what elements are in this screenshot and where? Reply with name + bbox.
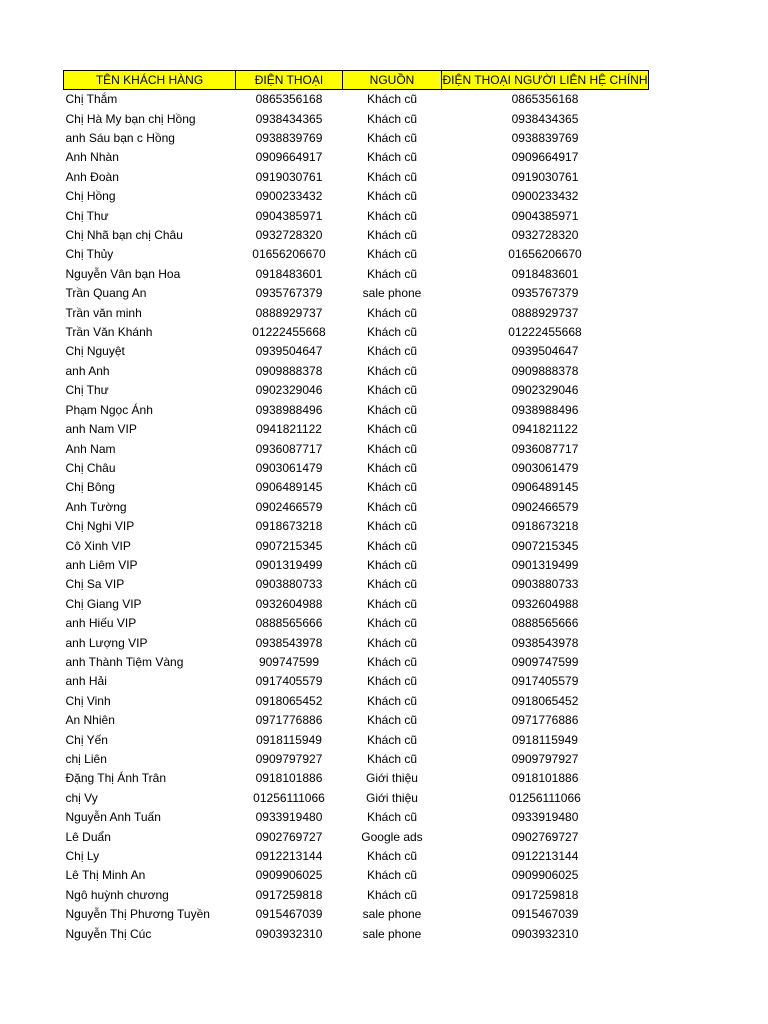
source-cell: Khách cũ bbox=[366, 887, 418, 902]
contact-phone-cell: 0912213144 bbox=[511, 849, 579, 864]
source-cell: sale phone bbox=[362, 286, 422, 301]
contact-phone-cell: 0902329046 bbox=[511, 383, 579, 398]
customer-name-cell: Chị Thắm bbox=[65, 92, 118, 107]
contact-phone-cell: 0900233432 bbox=[511, 189, 579, 204]
table-row bbox=[64, 303, 649, 322]
header-main-contact-phone: ĐIỆN THOẠI NGƯỜI LIÊN HỆ CHÍNH bbox=[442, 71, 649, 90]
source-cell: Khách cũ bbox=[366, 538, 418, 553]
source-cell: Khách cũ bbox=[366, 150, 418, 165]
customer-name-cell: Anh Nam bbox=[65, 441, 116, 456]
contact-phone-cell: 0865356168 bbox=[511, 92, 579, 107]
phone-cell: 0918483601 bbox=[255, 266, 323, 281]
source-cell: Khách cũ bbox=[366, 363, 418, 378]
table-row bbox=[64, 536, 649, 555]
source-cell: Khách cũ bbox=[366, 519, 418, 534]
contact-phone-cell: 0888565666 bbox=[511, 616, 579, 631]
contact-phone-cell: 0918483601 bbox=[511, 266, 579, 281]
contact-phone-cell: 0903061479 bbox=[511, 460, 579, 475]
table-row bbox=[64, 401, 649, 420]
source-cell: Khách cũ bbox=[366, 247, 418, 262]
customer-name-cell: anh Sáu bạn c Hồng bbox=[65, 131, 175, 146]
customer-name-cell: Phạm Ngọc Ánh bbox=[65, 402, 153, 417]
source-cell: Khách cũ bbox=[366, 441, 418, 456]
source-cell: Khách cũ bbox=[366, 305, 418, 320]
source-cell: Khách cũ bbox=[366, 674, 418, 689]
source-cell: Giới thiệu bbox=[366, 771, 418, 786]
customer-name-cell: Trần Quang An bbox=[65, 286, 147, 301]
contact-phone-cell: 0919030761 bbox=[511, 169, 579, 184]
table-row bbox=[64, 556, 649, 575]
contact-phone-cell: 0935767379 bbox=[511, 286, 579, 301]
phone-cell: 0888565666 bbox=[255, 616, 323, 631]
table-row bbox=[64, 168, 649, 187]
table-row bbox=[64, 633, 649, 652]
source-cell: Khách cũ bbox=[366, 732, 418, 747]
table-row bbox=[64, 459, 649, 478]
contact-phone-cell: 01222455668 bbox=[508, 325, 582, 340]
phone-cell: 0903880733 bbox=[255, 577, 323, 592]
customer-name-cell: chị Vy bbox=[65, 790, 98, 805]
table-row bbox=[64, 90, 649, 110]
phone-cell: 0919030761 bbox=[255, 169, 323, 184]
customer-name-cell: Chị Giang VIP bbox=[65, 596, 142, 611]
phone-cell: 0918115949 bbox=[256, 732, 322, 747]
source-cell: Khách cũ bbox=[366, 402, 418, 417]
phone-cell: 0917259818 bbox=[255, 887, 323, 902]
phone-cell: 0938988496 bbox=[255, 402, 323, 417]
source-cell: sale phone bbox=[362, 926, 422, 941]
customer-name-cell: Chị Nghi VIP bbox=[65, 519, 135, 534]
phone-cell: 0900233432 bbox=[255, 189, 323, 204]
phone-cell: 0907215345 bbox=[255, 538, 323, 553]
customer-name-cell: anh Liêm VIP bbox=[65, 557, 138, 572]
source-cell: Khách cũ bbox=[366, 499, 418, 514]
contact-phone-cell: 0938543978 bbox=[511, 635, 579, 650]
phone-cell: 0902769727 bbox=[255, 829, 323, 844]
contact-phone-cell: 0909797927 bbox=[511, 752, 579, 767]
source-cell: Khách cũ bbox=[366, 169, 418, 184]
header-phone: ĐIỆN THOẠI bbox=[236, 71, 343, 90]
table-row bbox=[64, 924, 649, 943]
phone-cell: 0938434365 bbox=[255, 111, 323, 126]
phone-cell: 0938543978 bbox=[255, 635, 323, 650]
source-cell: Khách cũ bbox=[366, 189, 418, 204]
table-row bbox=[64, 129, 649, 148]
contact-phone-cell: 0903932310 bbox=[511, 926, 579, 941]
contact-phone-cell: 0932604988 bbox=[511, 596, 579, 611]
customer-name-cell: Chị Hồng bbox=[65, 189, 116, 204]
customer-name-cell: Nguyễn Vân bạn Hoa bbox=[65, 266, 181, 281]
customer-name-cell: Đặng Thị Ánh Trân bbox=[65, 771, 167, 786]
phone-cell: 0932728320 bbox=[255, 228, 323, 243]
table-row bbox=[64, 284, 649, 303]
contact-phone-cell: 0888929737 bbox=[511, 305, 579, 320]
table-row bbox=[64, 730, 649, 749]
phone-cell: 0901319499 bbox=[255, 557, 323, 572]
customer-name-cell: chị Liên bbox=[65, 752, 107, 767]
customer-name-cell: Chị Ly bbox=[65, 849, 100, 864]
phone-cell: 0888929737 bbox=[255, 305, 323, 320]
phone-cell: 0939504647 bbox=[255, 344, 323, 359]
contact-phone-cell: 0938839769 bbox=[511, 131, 579, 146]
phone-cell: 0903932310 bbox=[255, 926, 323, 941]
source-cell: Khách cũ bbox=[366, 383, 418, 398]
table-row bbox=[64, 206, 649, 225]
table-row bbox=[64, 265, 649, 284]
phone-cell: 0971776886 bbox=[255, 713, 323, 728]
source-cell: sale phone bbox=[362, 907, 422, 922]
phone-cell: 0918065452 bbox=[255, 693, 323, 708]
source-cell: Khách cũ bbox=[366, 228, 418, 243]
source-cell: Khách cũ bbox=[366, 422, 418, 437]
contact-phone-cell: 0936087717 bbox=[511, 441, 579, 456]
customer-name-cell: An Nhiên bbox=[65, 713, 115, 728]
customer-name-cell: Chị Vinh bbox=[65, 693, 111, 708]
source-cell: Khách cũ bbox=[366, 577, 418, 592]
contact-phone-cell: 0971776886 bbox=[511, 713, 579, 728]
customer-name-cell: Nguyễn Anh Tuấn bbox=[65, 810, 161, 825]
table-row bbox=[64, 245, 649, 264]
phone-cell: 0912213144 bbox=[255, 849, 323, 864]
phone-cell: 0941821122 bbox=[256, 422, 322, 437]
customer-name-cell: Nguyễn Thị Cúc bbox=[65, 926, 152, 941]
contact-phone-cell: 0932728320 bbox=[511, 228, 579, 243]
contact-phone-cell: 0902769727 bbox=[511, 829, 579, 844]
customer-name-cell: Chị Hà My bạn chị Hồng bbox=[65, 111, 196, 126]
phone-cell: 01222455668 bbox=[252, 325, 326, 340]
contact-phone-cell: 0915467039 bbox=[511, 907, 579, 922]
table-row bbox=[64, 789, 649, 808]
phone-cell: 0865356168 bbox=[255, 92, 323, 107]
phone-cell: 0935767379 bbox=[255, 286, 323, 301]
table-header bbox=[64, 71, 649, 90]
source-cell: Khách cũ bbox=[366, 616, 418, 631]
source-cell: Khách cũ bbox=[366, 635, 418, 650]
source-cell: Khách cũ bbox=[366, 92, 418, 107]
contact-phone-cell: 0917259818 bbox=[511, 887, 579, 902]
table-row bbox=[64, 692, 649, 711]
customer-name-cell: anh Thành Tiệm Vàng bbox=[65, 654, 184, 669]
source-cell: Khách cũ bbox=[366, 557, 418, 572]
table-row bbox=[64, 323, 649, 342]
header-row bbox=[64, 71, 649, 90]
customer-name-cell: Chị Bông bbox=[65, 480, 115, 495]
contact-phone-cell: 01256111066 bbox=[509, 790, 581, 805]
customer-name-cell: Trần Văn Khánh bbox=[65, 325, 153, 340]
phone-cell: 0936087717 bbox=[255, 441, 323, 456]
table-row bbox=[64, 381, 649, 400]
contact-phone-cell: 0933919480 bbox=[511, 810, 579, 825]
customer-name-cell: anh Hiếu VIP bbox=[65, 616, 137, 631]
phone-cell: 0902329046 bbox=[255, 383, 323, 398]
table-row bbox=[64, 187, 649, 206]
customer-name-cell: Chị Thủy bbox=[65, 247, 114, 262]
phone-cell: 0918101886 bbox=[255, 771, 323, 786]
customer-name-cell: anh Lượng VIP bbox=[65, 635, 148, 650]
customer-name-cell: Lê Thị Minh An bbox=[65, 868, 146, 883]
phone-cell: 0906489145 bbox=[255, 480, 323, 495]
source-cell: Khách cũ bbox=[366, 131, 418, 146]
source-cell: Khách cũ bbox=[366, 868, 418, 883]
source-cell: Khách cũ bbox=[366, 460, 418, 475]
source-cell: Khách cũ bbox=[366, 208, 418, 223]
source-cell: Khách cũ bbox=[366, 111, 418, 126]
source-cell: Khách cũ bbox=[366, 480, 418, 495]
customer-name-cell: Chị Châu bbox=[65, 460, 116, 475]
customer-name-cell: Ngô huỳnh chương bbox=[65, 887, 169, 902]
phone-cell: 0909888378 bbox=[255, 363, 323, 378]
source-cell: Khách cũ bbox=[366, 325, 418, 340]
phone-cell: 01256111066 bbox=[253, 790, 325, 805]
header-customer-name: TÊN KHÁCH HÀNG bbox=[64, 71, 236, 90]
customer-name-cell: Chị Thư bbox=[65, 208, 109, 223]
customer-name-cell: Nguyễn Thị Phương Tuyền bbox=[65, 907, 210, 922]
source-cell: Khách cũ bbox=[366, 713, 418, 728]
table-row bbox=[64, 711, 649, 730]
table-row bbox=[64, 575, 649, 594]
contact-phone-cell: 0938988496 bbox=[511, 402, 579, 417]
source-cell: Khách cũ bbox=[366, 752, 418, 767]
table-row bbox=[64, 109, 649, 128]
phone-cell: 0918673218 bbox=[255, 519, 323, 534]
phone-cell: 0915467039 bbox=[255, 907, 323, 922]
customer-name-cell: Anh Đoàn bbox=[65, 169, 119, 184]
customer-name-cell: Anh Tường bbox=[65, 499, 127, 514]
contact-phone-cell: 0918673218 bbox=[511, 519, 579, 534]
table-row bbox=[64, 342, 649, 361]
contact-phone-cell: 0901319499 bbox=[511, 557, 579, 572]
customer-name-cell: Chị Sa VIP bbox=[65, 577, 125, 592]
table-row bbox=[64, 750, 649, 769]
table-row bbox=[64, 653, 649, 672]
source-cell: Khách cũ bbox=[366, 344, 418, 359]
contact-phone-cell: 0903880733 bbox=[511, 577, 579, 592]
contact-phone-cell: 0939504647 bbox=[511, 344, 579, 359]
contact-phone-cell: 0918101886 bbox=[511, 771, 579, 786]
customer-name-cell: Chị Nhã bạn chị Châu bbox=[65, 228, 183, 243]
table-row bbox=[64, 769, 649, 788]
table-row bbox=[64, 827, 649, 846]
source-cell: Khách cũ bbox=[366, 693, 418, 708]
customer-name-cell: anh Anh bbox=[65, 363, 110, 378]
contact-phone-cell: 0909664917 bbox=[511, 150, 579, 165]
customer-name-cell: Chị Thư bbox=[65, 383, 109, 398]
customer-name-cell: Chị Nguyệt bbox=[65, 344, 125, 359]
source-cell: Khách cũ bbox=[366, 849, 418, 864]
table-row bbox=[64, 362, 649, 381]
table-row bbox=[64, 595, 649, 614]
phone-cell: 0903061479 bbox=[255, 460, 323, 475]
table-row bbox=[64, 808, 649, 827]
contact-phone-cell: 0909747599 bbox=[511, 654, 579, 669]
phone-cell: 0909797927 bbox=[255, 752, 323, 767]
source-cell: Khách cũ bbox=[366, 810, 418, 825]
contact-phone-cell: 0909906025 bbox=[511, 868, 579, 883]
contact-phone-cell: 0918065452 bbox=[511, 693, 579, 708]
contact-phone-cell: 0904385971 bbox=[511, 208, 579, 223]
customer-name-cell: anh Nam VIP bbox=[65, 422, 137, 437]
customer-name-cell: Anh Nhàn bbox=[65, 150, 119, 165]
phone-cell: 0933919480 bbox=[255, 810, 323, 825]
phone-cell: 0902466579 bbox=[255, 499, 323, 514]
table-row bbox=[64, 672, 649, 691]
contact-phone-cell: 0941821122 bbox=[512, 422, 578, 437]
table-row bbox=[64, 226, 649, 245]
table-body bbox=[64, 90, 649, 944]
contact-phone-cell: 0917405579 bbox=[511, 674, 579, 689]
source-cell: Giới thiệu bbox=[366, 790, 418, 805]
header-source: NGUỒN bbox=[343, 71, 442, 90]
table-row bbox=[64, 148, 649, 167]
table-row bbox=[64, 517, 649, 536]
table-row bbox=[64, 420, 649, 439]
phone-cell: 0904385971 bbox=[255, 208, 323, 223]
phone-cell: 0909906025 bbox=[255, 868, 323, 883]
contact-phone-cell: 0907215345 bbox=[511, 538, 579, 553]
table-row bbox=[64, 614, 649, 633]
phone-cell: 909747599 bbox=[258, 654, 320, 669]
phone-cell: 0917405579 bbox=[255, 674, 323, 689]
contact-phone-cell: 0918115949 bbox=[512, 732, 578, 747]
table-row bbox=[64, 886, 649, 905]
customer-name-cell: Cô Xinh VIP bbox=[65, 538, 131, 553]
table-row bbox=[64, 905, 649, 924]
customer-name-cell: Lê Duẩn bbox=[65, 829, 111, 844]
phone-cell: 0938839769 bbox=[255, 131, 323, 146]
contact-phone-cell: 0902466579 bbox=[511, 499, 579, 514]
source-cell: Khách cũ bbox=[366, 654, 418, 669]
phone-cell: 0932604988 bbox=[255, 596, 323, 611]
source-cell: Google ads bbox=[361, 829, 423, 844]
source-cell: Khách cũ bbox=[366, 266, 418, 281]
contact-phone-cell: 0906489145 bbox=[511, 480, 579, 495]
phone-cell: 0909664917 bbox=[255, 150, 323, 165]
contact-phone-cell: 0938434365 bbox=[511, 111, 579, 126]
source-cell: Khách cũ bbox=[366, 596, 418, 611]
table-row bbox=[64, 478, 649, 497]
contact-phone-cell: 0909888378 bbox=[511, 363, 579, 378]
customer-name-cell: Chị Yến bbox=[65, 732, 108, 747]
phone-cell: 01656206670 bbox=[252, 247, 326, 262]
customer-name-cell: anh Hải bbox=[65, 674, 107, 689]
table-row bbox=[64, 498, 649, 517]
table-row bbox=[64, 847, 649, 866]
customer-table bbox=[63, 70, 649, 944]
table-row bbox=[64, 866, 649, 885]
customer-name-cell: Trần văn minh bbox=[65, 305, 142, 320]
contact-phone-cell: 01656206670 bbox=[508, 247, 582, 262]
table-row bbox=[64, 439, 649, 458]
